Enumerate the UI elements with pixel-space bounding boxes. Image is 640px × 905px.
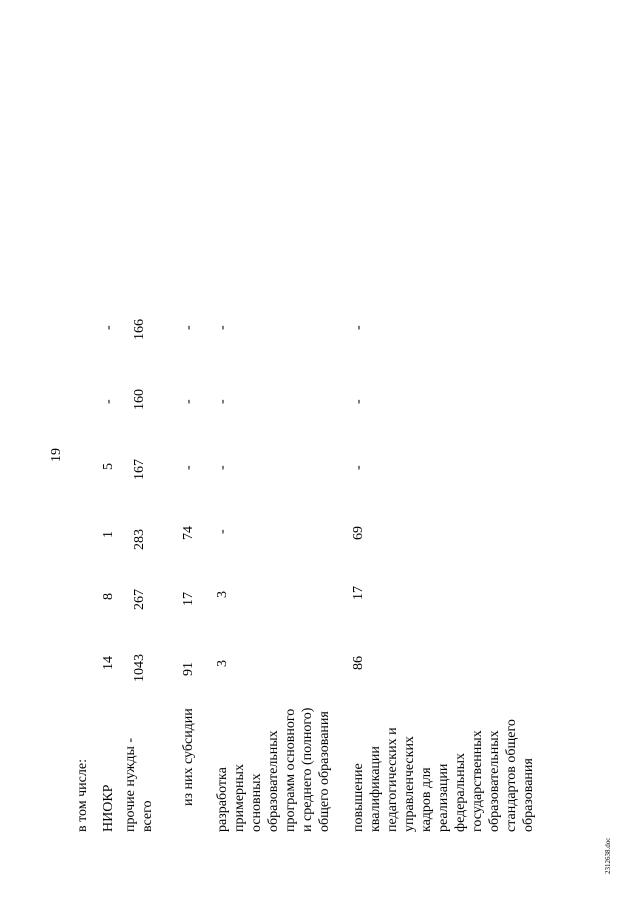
cell: -: [215, 399, 230, 404]
cell: 91: [181, 662, 196, 676]
cell: -: [351, 465, 366, 470]
cell: 8: [101, 593, 116, 600]
cell: 86: [351, 656, 366, 670]
cell: -: [101, 325, 116, 330]
row-label-program-development: разработка примерных основных образовательных программ основного и среднего (полного) общего образования: [215, 707, 332, 832]
cell: 167: [132, 459, 147, 480]
footer-filename: 2312638.doc: [604, 837, 612, 874]
cell: 1: [101, 531, 116, 538]
cell: -: [101, 399, 116, 404]
cell: -: [181, 399, 196, 404]
row-label-other-needs: прочие нужды - всего: [123, 737, 155, 832]
cell: 17: [351, 586, 366, 600]
cell: -: [215, 325, 230, 330]
row-label-niokr: НИОКР: [101, 784, 116, 832]
row-label-qualification: повышение квалификации педагогических и управленческих кадров для реализации федеральных государственных образовательных стандартов общего образования: [351, 719, 536, 832]
row-label-subsidies: из них субсидии: [181, 708, 196, 806]
cell: 3: [215, 591, 230, 598]
cell: 267: [132, 589, 147, 610]
cell: 14: [101, 656, 116, 670]
cell: 160: [132, 389, 147, 410]
cell: 166: [132, 319, 147, 340]
cell: 69: [351, 526, 366, 540]
page-number: 19: [49, 448, 64, 462]
cell: -: [351, 325, 366, 330]
cell: -: [215, 465, 230, 470]
row-label-including: в том числе:: [75, 759, 90, 832]
cell: -: [215, 529, 230, 534]
cell: 1043: [132, 654, 147, 682]
cell: -: [181, 465, 196, 470]
cell: 17: [181, 592, 196, 606]
cell: 3: [215, 660, 230, 667]
cell: -: [181, 325, 196, 330]
cell: 74: [181, 526, 196, 540]
cell: 283: [132, 529, 147, 550]
cell: 5: [101, 463, 116, 470]
cell: -: [351, 399, 366, 404]
